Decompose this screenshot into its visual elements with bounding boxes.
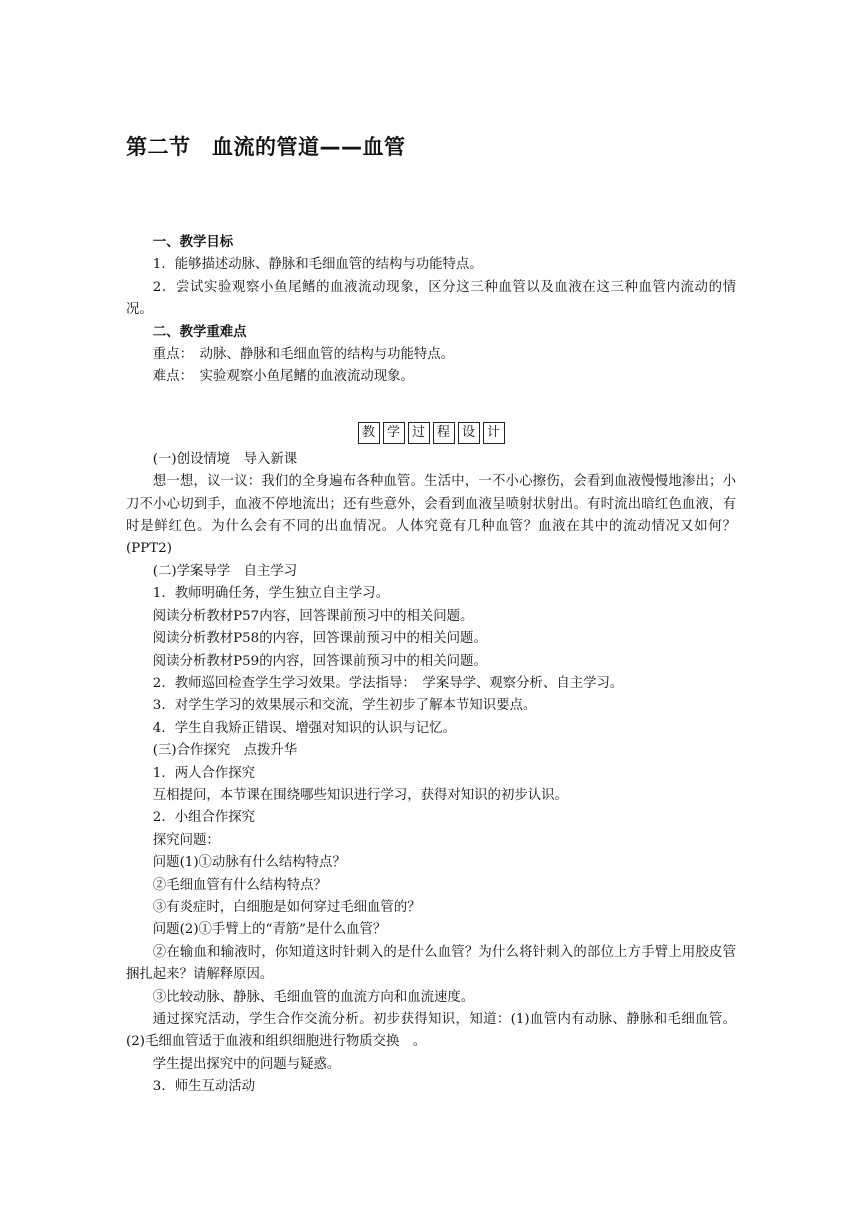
banner-char: 程 bbox=[433, 422, 455, 444]
step-heading: (一)创设情境 导入新课 bbox=[152, 451, 298, 467]
paragraph: 2．教师巡回检查学生学习效果。学法指导： 学案导学、观察分析、自主学习。 bbox=[152, 675, 624, 691]
paragraph: 4．学生自我矫正错误、增强对知识的认识与记忆。 bbox=[152, 720, 456, 736]
paragraph: 学生提出探究中的问题与疑惑。 bbox=[152, 1056, 341, 1072]
paragraph: 1．教师明确任务，学生独立自主学习。 bbox=[152, 586, 389, 602]
objective-item: 1．能够描述动脉、静脉和毛细血管的结构与功能特点。 bbox=[152, 257, 483, 273]
banner-char: 学 bbox=[383, 422, 405, 444]
paragraph: 互相提问，本节课在围绕哪些知识进行学习，获得对知识的初步认识。 bbox=[152, 787, 568, 803]
keypoint-difficulty: 难点： 实验观察小鱼尾鳍的血液流动现象。 bbox=[152, 369, 414, 385]
banner-char: 过 bbox=[408, 422, 430, 444]
objective-item: 2．尝试实验观察小鱼尾鳍的血液流动现象，区分这三种血管以及血液在这三种血管内流动的情况。 bbox=[126, 279, 736, 318]
page-title: 第二节 血流的管道——血管 bbox=[126, 135, 406, 159]
paragraph: 想一想，议一议：我们的全身遍布各种血管。生活中，一不小心擦伤，会看到血液慢慢地渗出；小刀不小心切到手，血液不停地流出；还有些意外，会看到血液呈喷射状射出。有时流出暗红色血液，有时是鲜红色。为什么会有不同的出血情况。人体究竟有几种血管？血液在其中的流动情况又如何？(PPT2) bbox=[126, 474, 736, 557]
step-heading: (二)学案导学 自主学习 bbox=[152, 563, 298, 579]
question: ②在输血和输液时，你知道这时针刺入的是什么血管？为什么将针刺入的部位上方手臂上用胶皮管捆扎起来？请解释原因。 bbox=[126, 944, 736, 983]
document-body bbox=[126, 232, 736, 1099]
teaching-process-banner bbox=[126, 422, 736, 444]
paragraph: 3．对学生学习的效果展示和交流，学生初步了解本节知识要点。 bbox=[152, 698, 537, 714]
paragraph: 阅读分析教材P57内容，回答课前预习中的相关问题。 bbox=[152, 608, 474, 624]
banner-char: 计 bbox=[483, 422, 505, 444]
banner-char: 教 bbox=[358, 422, 380, 444]
question: ③有炎症时，白细胞是如何穿过毛细血管的？ bbox=[152, 899, 421, 915]
paragraph: 2．小组合作探究 bbox=[152, 810, 256, 826]
paragraph: 阅读分析教材P59的内容，回答课前预习中的相关问题。 bbox=[152, 653, 487, 669]
question: ②毛细血管有什么结构特点？ bbox=[152, 877, 327, 893]
section-heading-keypoints: 二、教学重难点 bbox=[152, 324, 247, 340]
paragraph: 1．两人合作探究 bbox=[152, 765, 256, 781]
question: 问题(2)①手臂上的“青筋”是什么血管？ bbox=[152, 922, 387, 938]
step-heading: (三)合作探究 点拨升华 bbox=[152, 743, 298, 759]
question: 问题(1)①动脉有什么结构特点？ bbox=[152, 855, 346, 871]
paragraph: 3．师生互动活动 bbox=[152, 1079, 256, 1095]
keypoint-focus: 重点： 动脉、静脉和毛细血管的结构与功能特点。 bbox=[152, 347, 455, 363]
paragraph: 阅读分析教材P58的内容，回答课前预习中的相关问题。 bbox=[152, 631, 487, 647]
paragraph: 通过探究活动，学生合作交流分析。初步获得知识，知道：(1)血管内有动脉、静脉和毛细血管。(2)毛细血管适于血液和组织细胞进行物质交换 。 bbox=[126, 1012, 736, 1050]
banner-char: 设 bbox=[458, 422, 480, 444]
paragraph: 探究问题： bbox=[152, 832, 220, 848]
section-heading-objectives: 一、教学目标 bbox=[152, 235, 234, 250]
question: ③比较动脉、静脉、毛细血管的血流方向和血流速度。 bbox=[152, 989, 475, 1005]
